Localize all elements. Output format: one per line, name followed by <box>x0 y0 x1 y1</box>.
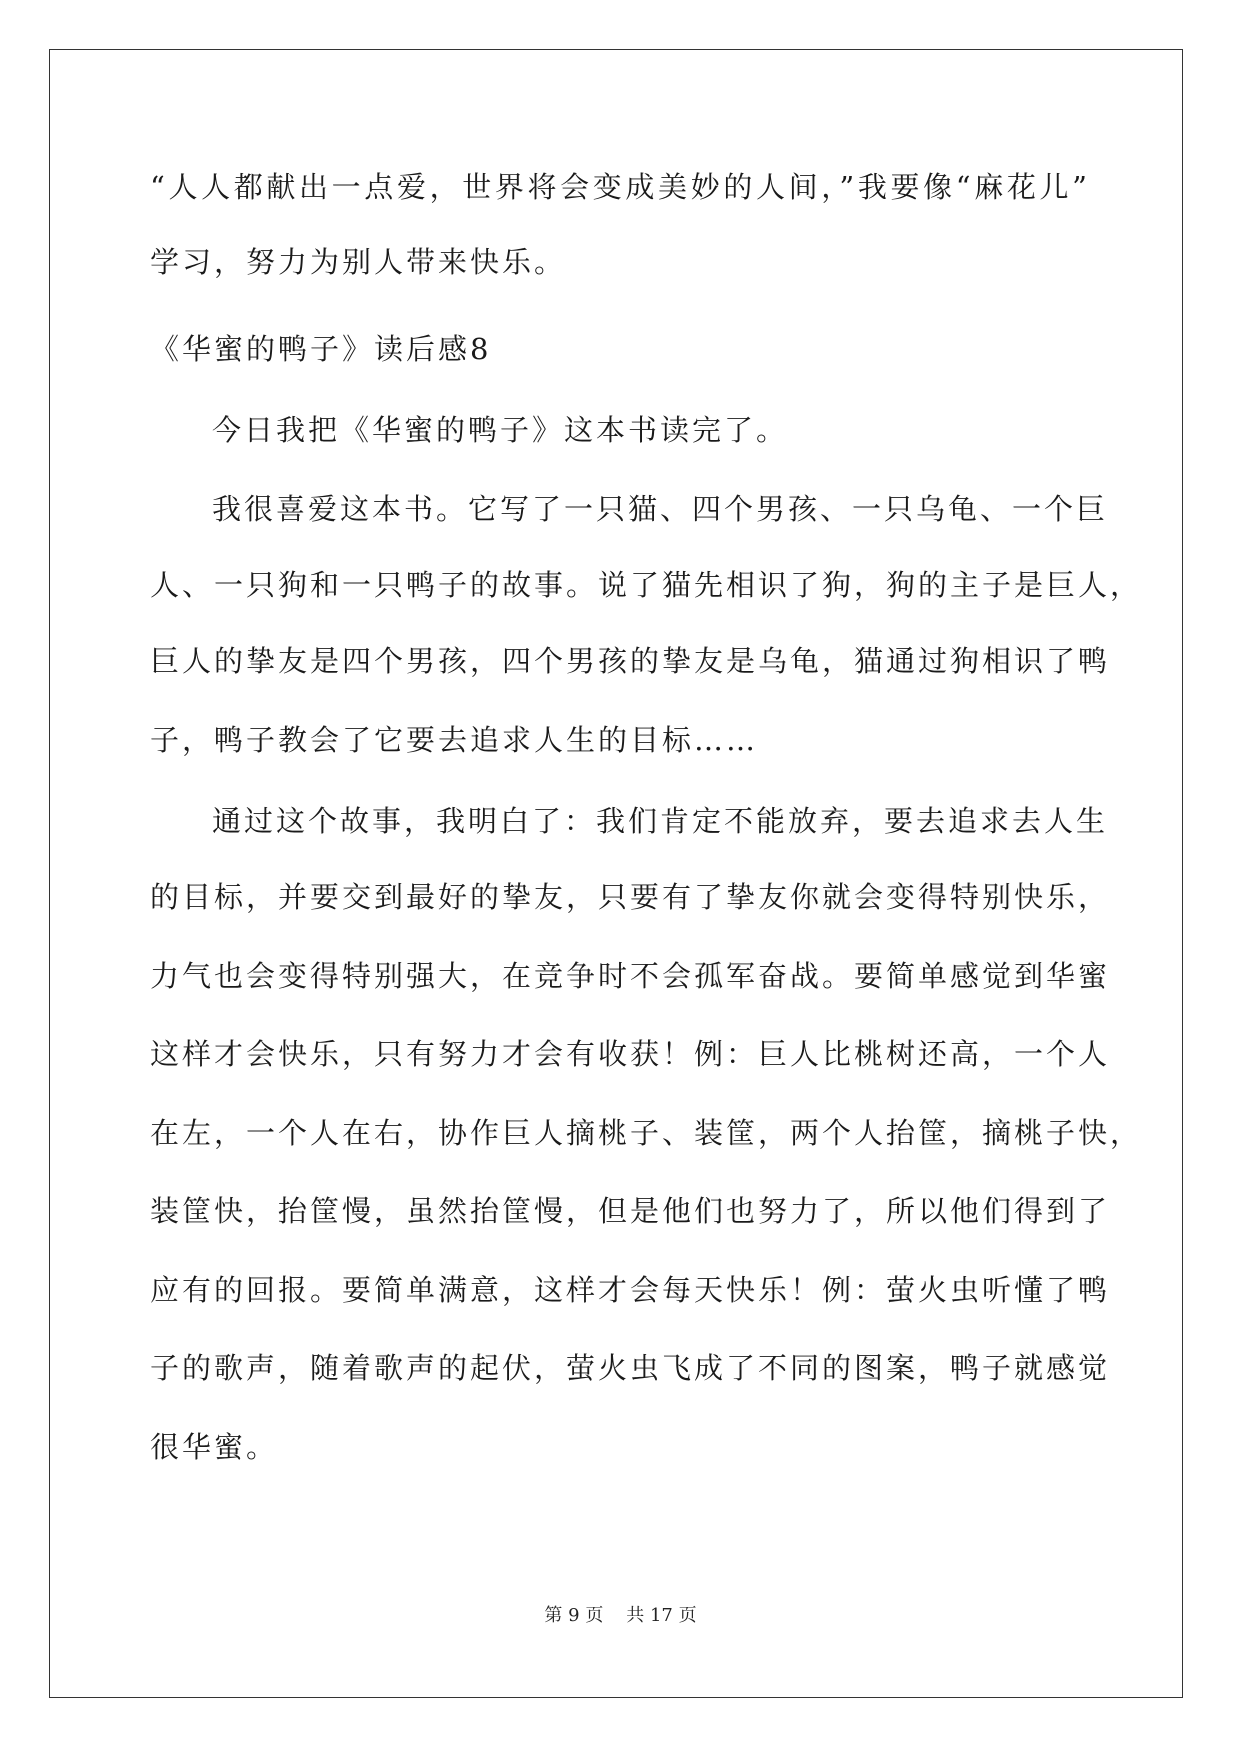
paragraph-line: 子，鸭子教会了它要去追求人生的目标…… <box>150 723 759 757</box>
paragraph-line: 子的歌声，随着歌声的起伏，萤火虫飞成了不同的图案，鸭子就感觉 <box>150 1351 1111 1385</box>
paragraph-line: 今日我把《华蜜的鸭子》这本书读完了。 <box>212 413 789 447</box>
paragraph-line: 装筐快，抬筐慢，虽然抬筐慢，但是他们也努力了，所以他们得到了 <box>150 1194 1111 1228</box>
paragraph-line: 的目标，并要交到最好的挚友，只要有了挚友你就会变得特别快乐， <box>150 880 1111 914</box>
section-heading: 《华蜜的鸭子》读后感8 <box>150 332 492 366</box>
paragraph-line: 人、一只狗和一只鸭子的故事。说了猫先相识了狗，狗的主子是巨人， <box>150 568 1143 602</box>
paragraph-line: 我很喜爱这本书。它写了一只猫、四个男孩、一只乌龟、一个巨 <box>212 492 1109 526</box>
paragraph-line: 学习，努力为别人带来快乐。 <box>150 245 567 279</box>
paragraph-line: 应有的回报。要简单满意，这样才会每天快乐！例：萤火虫听懂了鸭 <box>150 1273 1111 1307</box>
paragraph-line: 巨人的挚友是四个男孩，四个男孩的挚友是乌龟，猫通过狗相识了鸭 <box>150 644 1111 678</box>
page-footer <box>0 1604 1241 1628</box>
paragraph-line: 这样才会快乐，只有努力才会有收获！例：巨人比桃树还高，一个人 <box>150 1037 1111 1071</box>
paragraph-line: 在左，一个人在右，协作巨人摘桃子、装筐，两个人抬筐，摘桃子快， <box>150 1116 1143 1150</box>
paragraph-line: 很华蜜。 <box>150 1430 279 1464</box>
paragraph-line: 力气也会变得特别强大，在竞争时不会孤军奋战。要简单感觉到华蜜 <box>150 959 1111 993</box>
page-total: 共 17 页 <box>626 1605 697 1626</box>
page-number: 第 9 页 <box>544 1605 604 1626</box>
paragraph-line: 通过这个故事，我明白了：我们肯定不能放弃，要去追求去人生 <box>212 804 1109 838</box>
paragraph-line: “人人都献出一点爱，世界将会变成美妙的人间，”我要像“麻花儿” <box>150 170 1090 204</box>
